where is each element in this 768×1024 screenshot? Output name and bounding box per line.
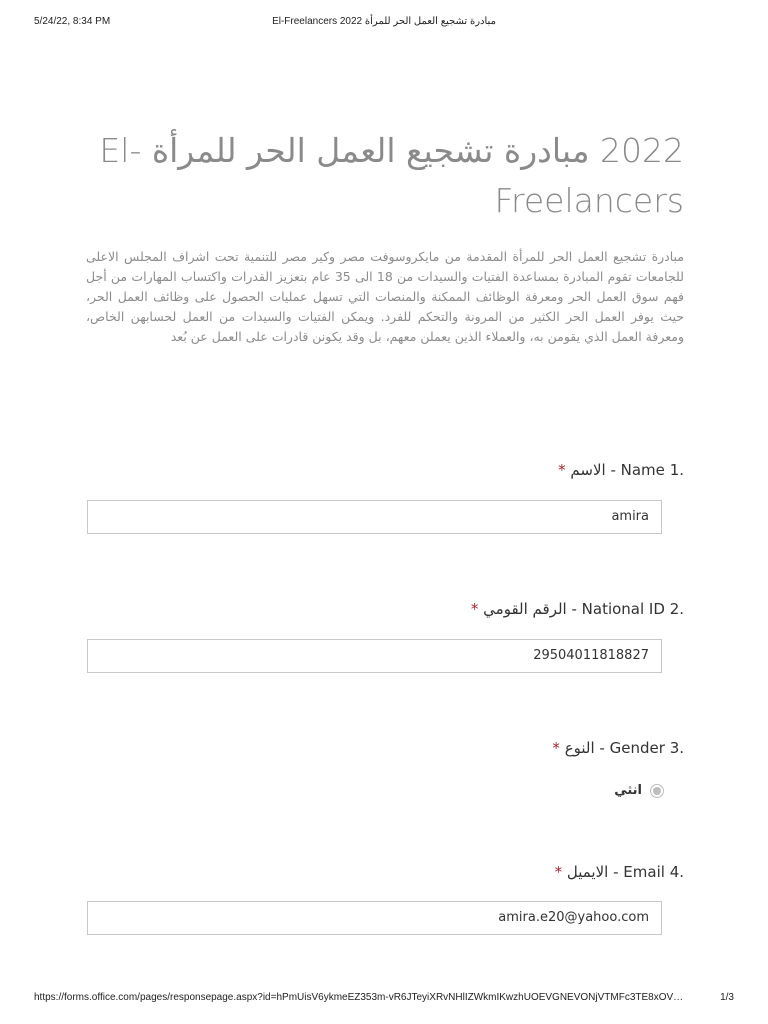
question-email: [86, 861, 684, 925]
question-number: 1.: [669, 461, 684, 479]
radio-selected-icon[interactable]: [650, 784, 664, 798]
question-national-id: [86, 598, 684, 663]
question-text: Email - الايميل: [566, 863, 665, 881]
name-answer-field[interactable]: amira: [87, 500, 662, 534]
print-date: 5/24/22, 8:34 PM: [34, 16, 111, 27]
question-gender: [86, 737, 684, 798]
print-url: https://forms.office.com/pages/responsepage.aspx?id=hPmUisV6ykmeEZ353m-vR6JTeyiXRvNHlIZWkmIKwzhUOEVGNEVONjVTMFc3TE8xOV…: [34, 992, 684, 1003]
question-text: Name - الاسم: [570, 461, 665, 479]
form-title: 2022 مبادرة تشجيع العمل الحر للمرأة -El Freelancers: [99, 131, 684, 220]
question-text: National ID - الرقم القومي: [483, 600, 665, 618]
question-number: 4.: [669, 863, 684, 881]
question-label: [86, 861, 684, 883]
question-name: [86, 459, 684, 524]
gender-option[interactable]: [614, 783, 664, 798]
print-title: El-Freelancers مبادرة تشجيع العمل الحر للمرأة 2022: [272, 16, 496, 27]
question-number: 2.: [669, 600, 684, 618]
required-mark: *: [554, 863, 563, 881]
question-label: [86, 598, 684, 620]
gender-option-label: انثي: [614, 783, 642, 798]
print-footer: [34, 992, 734, 1006]
required-mark: *: [558, 461, 566, 479]
question-number: 3.: [669, 739, 684, 757]
required-mark: *: [470, 600, 479, 618]
print-page-number: 1/3: [720, 992, 734, 1003]
question-text: Gender - النوع: [564, 739, 665, 757]
form-description: مبادرة تشجيع العمل الحر للمرأة المقدمة من مايكروسوفت مصر وكير مصر للتنمية تحت اشراف المجلس الاعلى للجامعات تقوم المبادرة بمساعدة الفتيات والسيدات من 18 الى 35 عام بتعزيز القدرات واكتساب المهارات من أجل فهم سوق العمل الحر ومعرفة الوظائف الممكنة والمنصات التي تسهل عمليات الحصول على وظائف العمل الحر، حيث يوفر العمل الحر الكثير من المرونة والتحكم للفرد. ويمكن الفتيات والسيدات من العمل لحسابهن الخاص، ومعرفة العمل الذي يقومن به، والعملاء الذين يعملن معهم، بل وقد يكونن قادرات على العمل عن بُعد: [86, 249, 684, 344]
question-label: [86, 737, 684, 759]
national-id-answer-field[interactable]: 29504011818827: [87, 639, 662, 673]
print-header: [34, 16, 734, 30]
question-label: [86, 459, 684, 481]
email-answer-field[interactable]: amira.e20@yahoo.com: [87, 901, 662, 935]
required-mark: *: [552, 739, 560, 757]
